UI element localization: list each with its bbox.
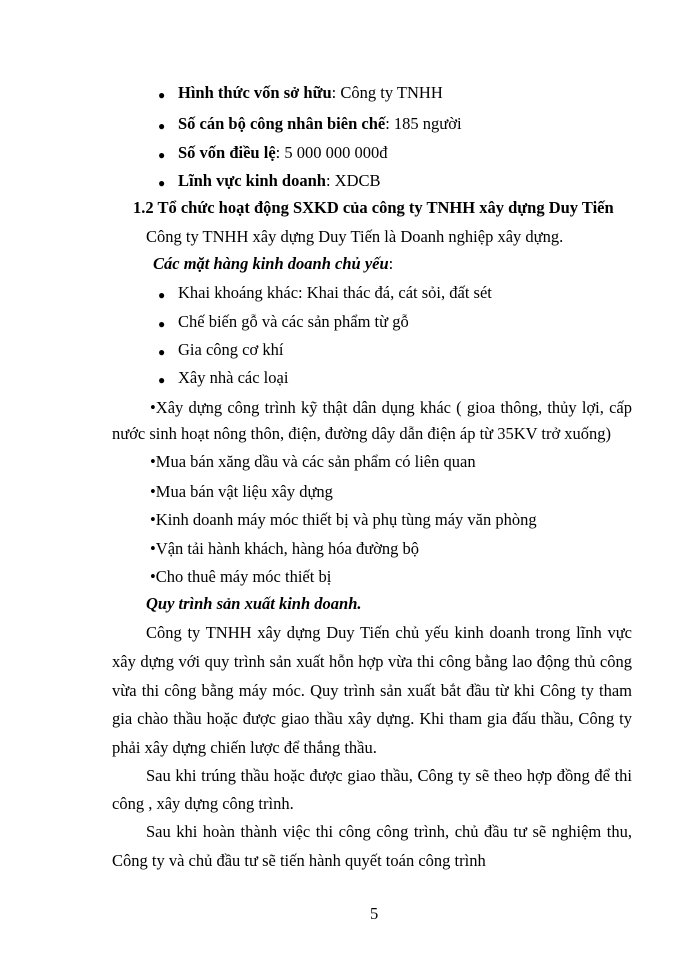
activity-item: •Kinh doanh máy móc thiết bị và phụ tùng máy văn phòng <box>150 510 537 529</box>
paragraph-line: công , xây dựng công trình. <box>112 794 294 813</box>
bullet-dot: ● <box>158 148 166 162</box>
activity-item: •Mua bán vật liệu xây dựng <box>150 482 333 501</box>
process-heading: Quy trình sản xuất kinh doanh. <box>146 594 362 613</box>
section-heading: 1.2 Tổ chức hoạt động SXKD của công ty TNHH xây dựng Duy Tiến <box>133 198 614 217</box>
product-item: Khai khoáng khác: Khai thác đá, cát sỏi, đất sét <box>178 283 492 302</box>
info-staff: Số cán bộ công nhân biên chế: 185 người <box>178 114 462 133</box>
product-item: Gia công cơ khí <box>178 340 284 359</box>
product-item: Chế biến gỗ và các sản phẩm từ gỗ <box>178 312 409 331</box>
bullet-dot: ● <box>158 317 166 331</box>
info-ownership: Hình thức vốn sở hữu: Công ty TNHH <box>178 83 443 102</box>
info-field: Lĩnh vực kinh doanh: XDCB <box>178 171 381 190</box>
bullet-dot: ● <box>158 119 166 133</box>
paragraph-line: Sau khi trúng thầu hoặc được giao thầu, Công ty sẽ theo hợp đồng để thi <box>146 766 632 785</box>
activity-item: •Xây dựng công trình kỹ thật dân dụng khác ( gioa thông, thủy lợi, cấp <box>150 398 632 417</box>
activity-item: •Mua bán xăng dầu và các sản phẩm có liên quan <box>150 452 476 471</box>
page-number: 5 <box>370 904 379 923</box>
paragraph-line: gia chào thầu hoặc được giao thầu xây dựng. Khi tham gia đấu thầu, Công ty <box>112 709 632 728</box>
activity-item-cont: nước sinh hoạt nông thôn, điện, đường dây dẫn điện áp từ 35KV trở xuống) <box>112 424 612 443</box>
bullet-dot: ● <box>158 373 166 387</box>
info-capital: Số vốn điều lệ: 5 000 000 000đ <box>178 143 388 162</box>
intro-text: Công ty TNHH xây dựng Duy Tiến là Doanh nghiệp xây dựng. <box>146 227 564 246</box>
bullet-dot: ● <box>158 345 166 359</box>
activity-item: •Cho thuê máy móc thiết bị <box>150 567 332 586</box>
product-item: Xây nhà các loại <box>178 368 289 387</box>
bullet-dot: ● <box>158 288 166 302</box>
paragraph-line: Sau khi hoàn thành việc thi công công trình, chủ đầu tư sẽ nghiệm thu, <box>146 822 632 841</box>
paragraph-line: vừa thi công bằng máy móc. Quy trình sản xuất bắt đầu từ khi Công ty tham <box>112 681 632 700</box>
bullet-dot: ● <box>158 88 166 102</box>
paragraph-line: phải xây dựng chiến lược để thắng thầu. <box>112 738 377 757</box>
paragraph-line: Công ty và chủ đầu tư sẽ tiến hành quyết toán công trình <box>112 851 486 870</box>
paragraph-line: xây dựng với quy trình sản xuất hỗn hợp vừa thi công bằng lao động thủ công <box>112 652 632 671</box>
bullet-dot: ● <box>158 176 166 190</box>
products-heading: Các mặt hàng kinh doanh chủ yếu: <box>153 254 394 273</box>
activity-item: •Vận tải hành khách, hàng hóa đường bộ <box>150 539 420 558</box>
paragraph-line: Công ty TNHH xây dựng Duy Tiến chủ yếu kinh doanh trong lĩnh vực <box>146 623 632 642</box>
